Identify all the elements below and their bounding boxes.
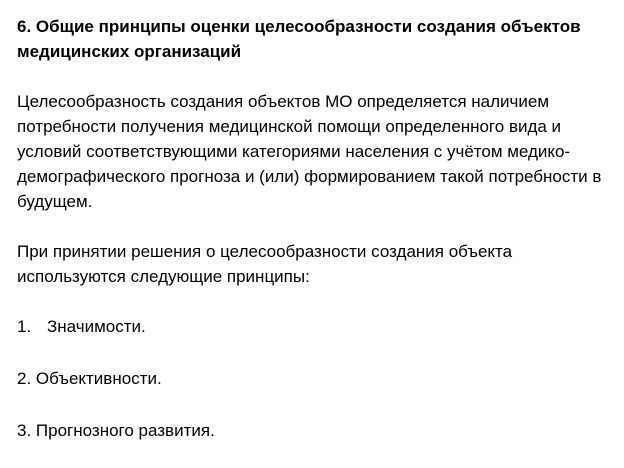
paragraph-principles-intro: При принятии решения о целесообразности создания объекта используются следующие принципы: <box>17 242 513 286</box>
principle-number: 1. <box>17 317 32 336</box>
principle-item-objectivity <box>17 366 617 391</box>
principle-number: 3. <box>17 421 32 440</box>
principle-label: Объективности. <box>35 369 162 388</box>
principle-label: Прогнозного развития. <box>35 421 215 440</box>
slide-title: 6. Общие принципы оценки целесообразности создания объектов медицинских организаций <box>17 17 581 61</box>
principle-item-forecast-development <box>17 418 617 443</box>
paragraph-expediency-definition: Целесообразность создания объектов МО определяется наличием потребности получения медицинской помощи определенного вида и условий соответствующими категориями населения с учётом медико-демографического прогноза и (или) формированием такой потребности в будущем. <box>17 92 602 211</box>
principle-item-significance <box>17 314 617 339</box>
principle-number: 2. <box>17 369 32 388</box>
slide-content <box>17 14 617 443</box>
principle-label: Значимости. <box>47 317 146 336</box>
